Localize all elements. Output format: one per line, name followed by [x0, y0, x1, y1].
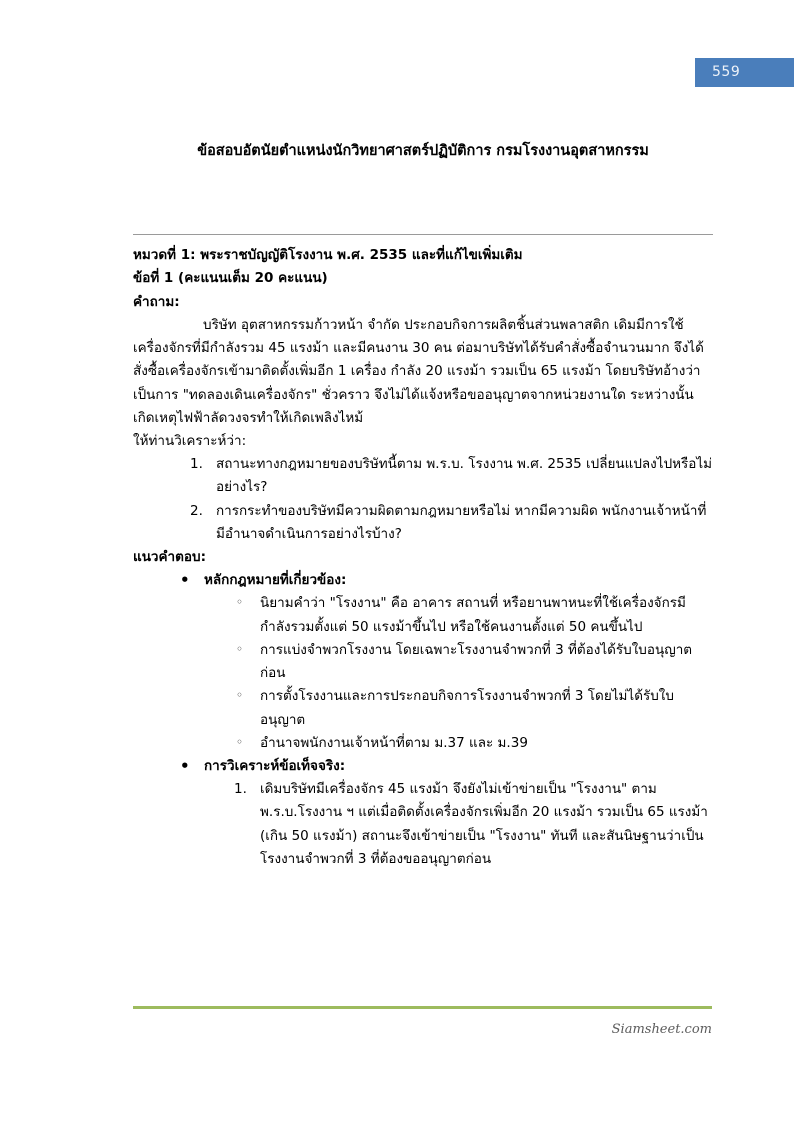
page-title: ข้อสอบอัตนัยตำแหน่งนักวิทยาศาสตร์ปฏิบัติการ กรมโรงงานอุตสาหกรรม — [197, 143, 649, 159]
list-item: ◦ การแบ่งจำพวกโรงงาน โดยเฉพาะโรงงานจำพวกที่ 3 ที่ต้องได้รับใบอนุญาตก่อน — [232, 639, 713, 685]
footer-divider — [133, 1006, 712, 1009]
document-body — [133, 0, 713, 871]
section-heading: หมวดที่ 1: พระราชบัญญัติโรงงาน พ.ศ. 2535 และที่แก้ไขเพิ่มเติม — [133, 247, 523, 264]
page-number-badge: 559 — [695, 58, 794, 87]
footer-site-name: Siamsheet.com — [611, 1022, 712, 1037]
answer-section-heading: หลักกฎหมายที่เกี่ยวข้อง: — [204, 572, 347, 589]
answer-section-heading: การวิเคราะห์ข้อเท็จจริง: — [204, 758, 346, 774]
analysis-list — [133, 453, 713, 546]
answer-label: แนวคำตอบ: — [133, 549, 206, 566]
list-item: สถานะทางกฎหมายของบริษัทนี้ตาม พ.ร.บ. โรงงาน พ.ศ. 2535 เปลี่ยนแปลงไปหรือไม่ อย่างไร? — [216, 456, 713, 496]
answer-sections — [133, 569, 713, 871]
list-item: ◦ อำนาจพนักงานเจ้าหน้าที่ตาม ม.37 และ ม.39 — [232, 732, 713, 755]
item-heading: ข้อที่ 1 (คะแนนเต็ม 20 คะแนน) — [133, 270, 328, 287]
question-label: คำถาม: — [133, 293, 180, 310]
list-item: ◦ การตั้งโรงงานและการประกอบกิจการโรงงานจำพวกที่ 3 โดยไม่ได้รับใบอนุญาต — [232, 685, 713, 731]
list-item: ◦ นิยามคำว่า "โรงงาน" คือ อาคาร สถานที่ หรือยานพาหนะที่ใช้เครื่องจักรมีกำลังรวมตั้งแต่ 50 แรงม้าขึ้นไป หรือใช้คนงานตั้งแต่ 50 คนขึ้นไป — [232, 592, 713, 638]
header-divider — [133, 234, 713, 235]
analysis-prompt: ให้ท่านวิเคราะห์ว่า: — [133, 432, 247, 449]
question-body: บริษัท อุตสาหกรรมก้าวหน้า จำกัด ประกอบกิจการผลิตชิ้นส่วนพลาสติก เดิมมีการใช้เครื่องจักรที่มีกำลังรวม 45 แรงม้า และมีคนงาน 30 คน ต่อมาบริษัทได้รับคำสั่งซื้อจำนวนมาก จึงได้สั่งซื้อเครื่องจักรเข้ามาติดตั้งเพิ่มอีก 1 เครื่อง กำลัง 20 แรงม้า รวมเป็น 65 แรงม้า โดยบริษัทอ้างว่าเป็นการ "ทดลองเดินเครื่องจักร" ชั่วคราว จึงไม่ได้แจ้งหรือขออนุญาตจากหน่วยงานใด ระหว่างนั้นเกิดเหตุไฟฟ้าลัดวงจรทำให้เกิดเพลิงไหม้ — [133, 316, 704, 426]
fact-analysis-list — [204, 778, 713, 871]
answer-section-fact-analysis — [176, 755, 713, 871]
legal-principles-list — [204, 592, 713, 755]
list-item: การกระทำของบริษัทมีความผิดตามกฎหมายหรือไม่ หากมีความผิด พนักงานเจ้าหน้าที่มีอำนาจดำเนินการอย่างไรบ้าง? — [216, 502, 707, 542]
answer-section-legal-principles — [176, 569, 713, 755]
list-item: เดิมบริษัทมีเครื่องจักร 45 แรงม้า จึงยังไม่เข้าข่ายเป็น "โรงงาน" ตาม พ.ร.บ.โรงงาน ฯ แต่เมื่อติดตั้งเครื่องจักรเพิ่มอีก 20 แรงม้า รวมเป็น 65 แรงม้า (เกิน 50 แรงม้า) สถานะจึงเข้าข่ายเป็น "โรงงาน" ทันที และสันนิษฐานว่าเป็นโรงงานจำพวกที่ 3 ที่ต้องขออนุญาตก่อน — [260, 781, 708, 867]
